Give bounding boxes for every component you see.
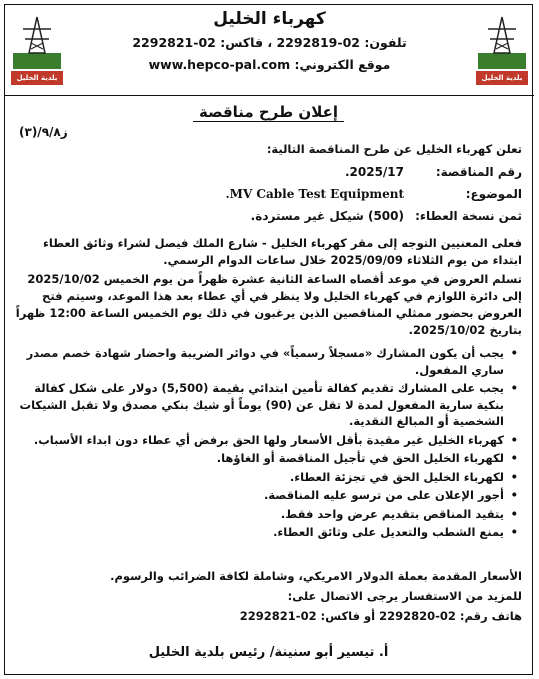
detail-label: رقم المناقصة:: [435, 165, 522, 179]
contact-numbers: هاتف رقم: 02-2292820 أو فاكس: 02-2292821: [239, 609, 522, 623]
announcement-title: إعلان طرح مناقصة: [5, 103, 532, 121]
notice-frame: [4, 4, 533, 675]
list-item: • يجب أن يكون المشارك «مسجلاً رسمياً» في دوائر الضريبة واحضار شهادة خصم مصدر ساري المفعول.: [15, 345, 522, 378]
list-item: • لكهرباء الخليل الحق في تجزئة العطاء.: [15, 469, 522, 486]
intro-line: تعلن كهرباء الخليل عن طرح المناقصة التالية:: [266, 142, 522, 156]
paragraph: تسلم العروض في موعد أقصاه الساعة الثانية عشرة ظهراً من يوم الخميس 2025/10/02 إلى دائرة اللوازم في كهرباء الخليل ولا ينظر في أي عطاء بعد هذا الموعد، وسيتم فتح العروض بحضور ممثلي المناقصين الذين يرغبون في ذلك يوم الخميس الساعة 12:00 ظهراً بتاريخ 2025/10/02.: [15, 272, 522, 337]
list-item: • يمنع الشطب والتعديل على وثائق العطاء.: [15, 524, 522, 541]
detail-value: 2025/17.: [344, 165, 404, 179]
list-item: • يجب على المشارك تقديم كفالة تأمين ابتدائي بقيمة (5,500) دولار على شكل كفالة بنكية سارية المفعول لمدة لا تقل عن (90) يوماً أو شيك بنكي مصدق ولا تقبل الشيكات الشخصية أو المبالغ النقدية.: [15, 380, 522, 430]
detail-label: ثمن نسخة العطاء:: [415, 209, 522, 223]
detail-row: [15, 209, 522, 229]
list-item: • يتقيد المناقص بتقديم عرض واحد فقط.: [15, 506, 522, 523]
list-item: • أجور الإعلان على من ترسو عليه المناقصة.: [15, 487, 522, 504]
detail-row: [15, 187, 522, 207]
detail-value: MV Cable Test Equipment.: [225, 187, 404, 201]
reference-code: ز٩/٨/(٣): [19, 125, 68, 139]
paragraph: فعلى المعنيين التوجه إلى مقر كهرباء الخليل - شارع الملك فيصل لشراء وثائق العطاء ابتداء من يوم الثلاثاء 2025/09/09 خلال ساعات الدوام الرسمي.: [43, 236, 522, 267]
phone-line: تلفون: 02-2292819 ، فاكس: 02-2292821: [132, 35, 407, 50]
detail-value: (500) شيكل غير مستردة.: [250, 209, 404, 223]
logo-band: بلدية الخليل: [11, 71, 63, 85]
currency-note: الأسعار المقدمة بعملة الدولار الامريكي، وشاملة لكافة الضرائب والرسوم.: [110, 569, 522, 583]
logo-band: بلدية الخليل: [476, 71, 528, 85]
detail-row: [15, 165, 522, 185]
header-divider: [5, 95, 534, 96]
contact-intro: للمزيد من الاستفسار يرجى الاتصال على:: [287, 589, 522, 603]
header: [5, 5, 534, 97]
company-name: كهرباء الخليل: [213, 9, 326, 29]
website-line: موقع الكتروني: www.hepco-pal.com: [148, 57, 391, 72]
list-item: • لكهرباء الخليل الحق في تأجيل المناقصة أو الغاؤها.: [15, 450, 522, 467]
conditions-list: [15, 345, 522, 543]
signature: أ. تيسير أبو سنينة/ رئيس بلدية الخليل: [148, 645, 389, 660]
list-item: • كهرباء الخليل غير مقيدة بأقل الأسعار ولها الحق برفض أي عطاء دون ابداء الأسباب.: [15, 432, 522, 449]
detail-label: الموضوع:: [465, 187, 522, 201]
